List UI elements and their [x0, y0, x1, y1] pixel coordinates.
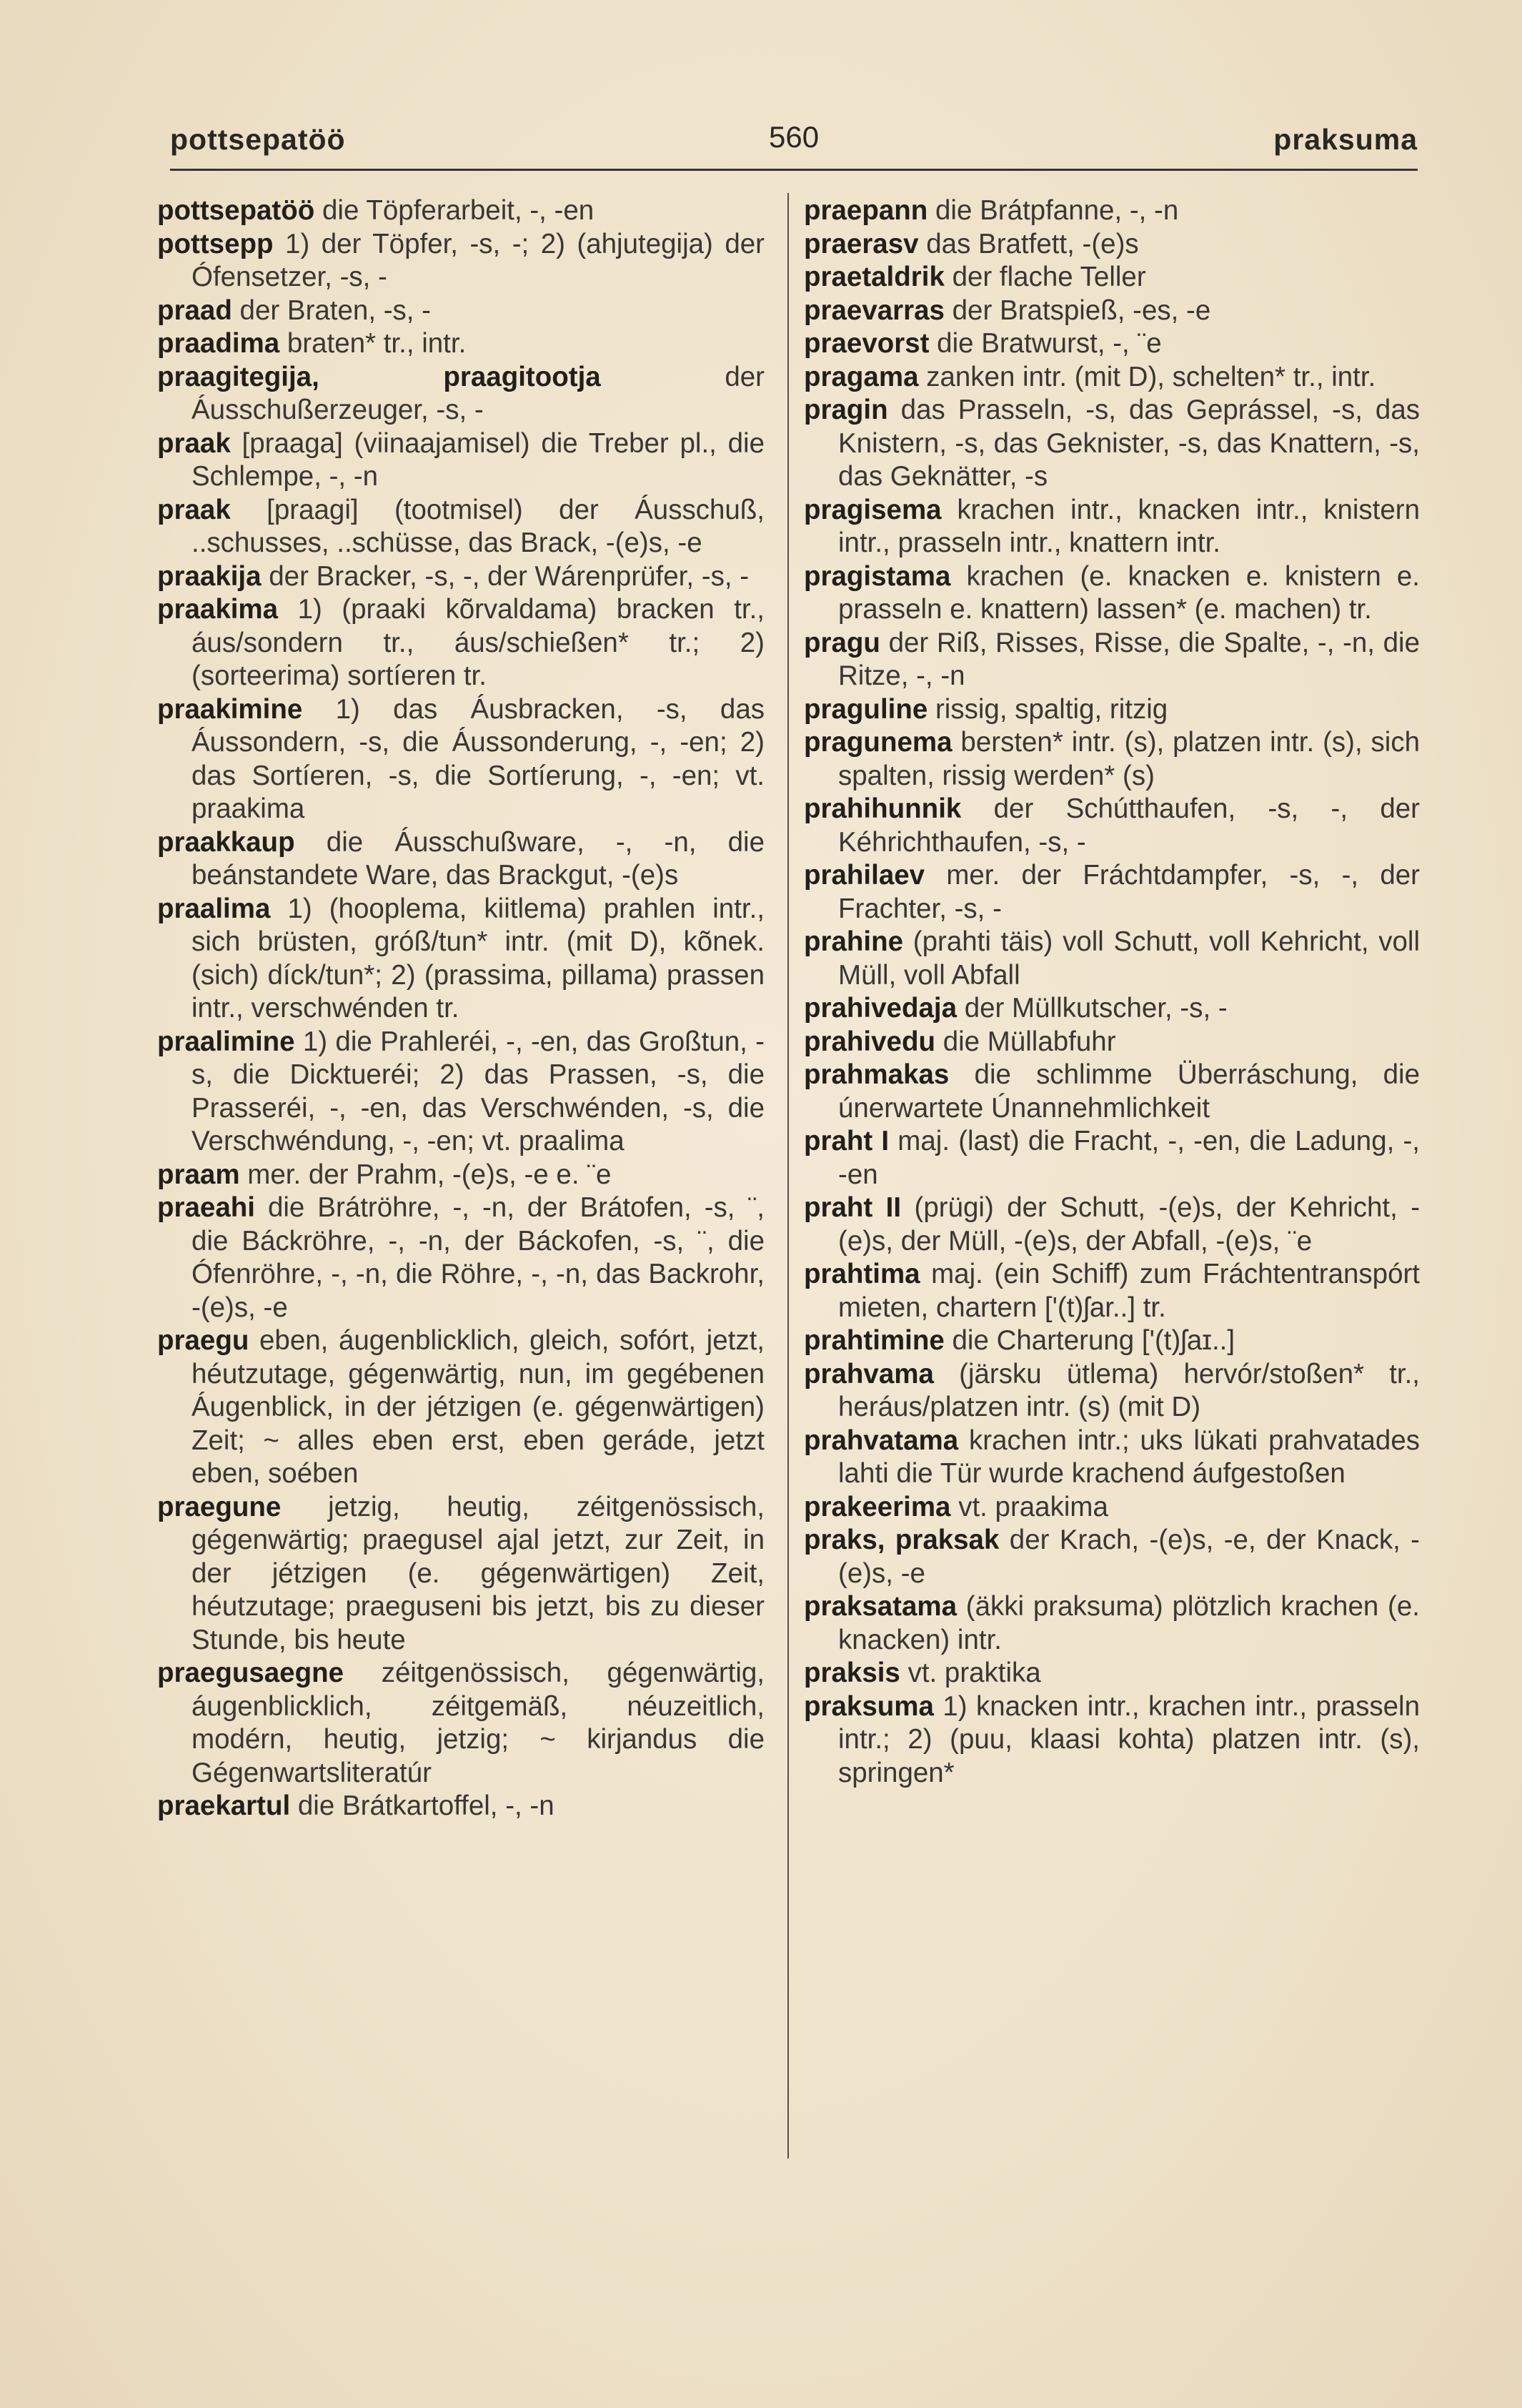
dictionary-entry: [804, 1491, 1420, 1525]
dictionary-entry: [804, 560, 1420, 627]
dictionary-entry: [157, 427, 765, 494]
entry-headword: praak: [157, 427, 231, 459]
entry-headword: praakkaup: [157, 826, 295, 858]
entry-definition: braten* tr., intr.: [287, 328, 467, 359]
dictionary-entry: [804, 1524, 1420, 1590]
dictionary-entry: [157, 1491, 765, 1658]
entry-headword: prahvama: [804, 1358, 934, 1389]
dictionary-entry: [157, 893, 765, 1026]
entry-definition: maj. (last) die Fracht, -, -en, die Ladung, -, -en: [838, 1126, 1420, 1190]
entry-headword: prahmakas: [804, 1059, 950, 1090]
entry-definition: 1) das Áusbracken, -s, das Áussondern, -s, die Áussonderung, -, -en; 2) das Sortíeren, -s, die Sortíerung, -, -en; vt. praakima: [192, 693, 765, 824]
entry-definition: 1) (hooplema, kiitlema) prahlen intr., sich brüsten, gróß/tun* intr. (mit D), kõnek. (sich) díck/tun*; 2) (prassima, pillama) prassen intr., verschwénden tr.: [192, 893, 765, 1024]
entry-headword: pottsepp: [157, 228, 274, 259]
dictionary-entry: [804, 327, 1420, 361]
dictionary-entry: [804, 194, 1420, 228]
entry-headword: praegu: [157, 1325, 249, 1356]
entry-definition: der Bracker, -s, -, der Wárenprüfer, -s, -: [269, 560, 750, 592]
entry-headword: praadima: [157, 328, 280, 359]
entry-definition: der Bratspieß, -es, -e: [952, 294, 1211, 326]
dictionary-entry: [804, 1358, 1420, 1425]
entry-headword: praakima: [157, 594, 279, 625]
entry-headword: prahivedaja: [804, 993, 957, 1024]
entry-definition: der Müllkutscher, -s, -: [964, 993, 1228, 1024]
entry-definition: [praagi] (tootmisel) der Áusschuß, ..schusses, ..schüsse, das Brack, -(e)s, -e: [192, 494, 765, 558]
dictionary-entry: [157, 1324, 765, 1491]
entry-headword: pragistama: [804, 560, 951, 592]
entry-headword: praalimine: [157, 1026, 295, 1057]
entry-headword: praegusaegne: [157, 1658, 344, 1688]
dictionary-entry: [157, 593, 765, 693]
entry-definition: (äkki praksuma) plötzlich krachen (e. knacken) intr.: [838, 1591, 1420, 1655]
entry-definition: die Brátröhre, -, -n, der Brátofen, -s, ¨, die Báckröhre, -, -n, der Báckofen, -s, ¨, die Ófenröhre, -, -n, die Röhre, -, -n, das Backrohr, -(e)s, -e: [192, 1192, 765, 1323]
entry-definition: krachen intr.; uks lükati prahvatades lahti die Tür wurde krachend áufgestoßen: [838, 1425, 1420, 1489]
entry-headword: praakimine: [157, 693, 303, 725]
dictionary-entry: [804, 793, 1420, 859]
entry-definition: vt. praakima: [958, 1491, 1108, 1522]
entry-headword: praetaldrik: [804, 262, 945, 292]
entry-definition: mer. der Fráchtdampfer, -s, -, der Frachter, -s, -: [838, 860, 1420, 924]
dictionary-entry: [804, 228, 1420, 262]
dictionary-entry: [804, 726, 1420, 793]
dictionary-entry: [804, 261, 1420, 294]
dictionary-entry: [804, 992, 1420, 1026]
dictionary-entry: [157, 327, 765, 361]
entry-headword: praguline: [804, 693, 928, 725]
page-number: 560: [769, 120, 820, 154]
dictionary-entry: [157, 494, 765, 560]
entry-definition: eben, áugenblicklich, gleich, sofórt, jetzt, héutzutage, gégenwärtig, nun, im gegébenen Áugenblick, in der jétzigen (e. gégenwärtigen) Zeit; ~ alles eben erst, eben geráde, jetzt eben, soében: [192, 1325, 765, 1489]
dictionary-entry: [804, 693, 1420, 727]
entry-definition: 1) der Töpfer, -s, -; 2) (ahjutegija) der Ófensetzer, -s, -: [192, 228, 765, 292]
dictionary-entry: [804, 1425, 1420, 1491]
entry-headword: praalima: [157, 893, 271, 924]
dictionary-entry: [157, 1790, 765, 1823]
entry-headword: pragin: [804, 395, 888, 425]
entry-definition: der flache Teller: [952, 262, 1146, 292]
entry-headword: pragama: [804, 361, 919, 392]
dictionary-entry: [804, 1191, 1420, 1258]
entry-definition: mer. der Prahm, -(e)s, -e e. ¨e: [247, 1159, 612, 1190]
dictionary-entry: [157, 294, 765, 328]
entry-headword: prahihunnik: [804, 793, 962, 824]
entry-headword: pragisema: [804, 494, 942, 525]
entry-headword: prahilaev: [804, 860, 925, 891]
entry-definition: [praaga] (viinaajamisel) die Treber pl., die Schlempe, -, -n: [192, 427, 765, 492]
entry-headword: prahine: [804, 926, 904, 957]
entry-definition: rissig, spaltig, ritzig: [935, 693, 1168, 725]
entry-headword: praksatama: [804, 1591, 958, 1622]
entry-definition: (järsku ütlema) hervór/stoßen* tr., heráus/platzen intr. (s) (mit D): [838, 1358, 1421, 1422]
dictionary-entry: [804, 361, 1420, 395]
dictionary-entry: [804, 1258, 1420, 1324]
entry-headword: praam: [157, 1159, 240, 1190]
entry-definition: die Áusschußware, -, -n, die beánstandete Ware, das Brackgut, -(e)s: [192, 826, 765, 891]
entry-headword: prakeerima: [804, 1491, 951, 1522]
entry-definition: die Brátkartoffel, -, -n: [297, 1790, 554, 1821]
dictionary-entry: [157, 1026, 765, 1159]
entry-headword: praegune: [157, 1491, 282, 1522]
dictionary-entry: [804, 1324, 1420, 1358]
entry-headword: praht II: [804, 1192, 902, 1223]
entry-definition: zanken intr. (mit D), schelten* tr., intr.: [926, 361, 1376, 392]
dictionary-entry: [804, 926, 1420, 992]
page-header: [170, 114, 1418, 164]
dictionary-entry: [157, 194, 765, 228]
header-rule: [170, 169, 1418, 171]
entry-headword: praevarras: [804, 294, 945, 326]
entry-definition: der Áusschußerzeuger, -s, -: [192, 361, 765, 425]
dictionary-entry: [157, 1191, 765, 1324]
entry-headword: prahtima: [804, 1259, 920, 1289]
entry-definition: der Krach, -(e)s, -e, der Knack, -(e)s, -e: [838, 1525, 1420, 1589]
entry-definition: 1) (praaki kõrvaldama) bracken tr., áus/sondern tr., áus/schießen* tr.; 2) (sorteerima) sortíeren tr.: [192, 594, 765, 691]
dictionary-entry: [804, 627, 1420, 693]
dictionary-entry: [804, 1026, 1420, 1059]
entry-headword: praht I: [804, 1126, 890, 1156]
entry-definition: der Riß, Risses, Risse, die Spalte, -, -n, die Ritze, -, -n: [838, 627, 1420, 691]
entry-definition: bersten* intr. (s), platzen intr. (s), sich spalten, rissig werden* (s): [838, 727, 1420, 791]
right-column: [804, 194, 1420, 1790]
entry-definition: vt. praktika: [907, 1658, 1041, 1688]
left-guide-word: pottsepatöö: [170, 123, 346, 156]
dictionary-entry: [804, 1590, 1420, 1657]
dictionary-entry: [804, 1059, 1420, 1125]
entry-definition: (prahti täis) voll Schutt, voll Kehricht, voll Müll, voll Abfall: [838, 926, 1420, 991]
entry-headword: praagitegija, praagitootja: [157, 361, 601, 392]
dictionary-entry: [157, 826, 765, 893]
entry-headword: praks, praksak: [804, 1525, 1000, 1555]
entry-definition: das Bratfett, -(e)s: [926, 228, 1139, 259]
column-divider: [787, 193, 789, 2159]
dictionary-entry: [804, 494, 1420, 560]
entry-definition: krachen (e. knacken e. knistern e. prasseln e. knattern) lassen* (e. machen) tr.: [838, 560, 1420, 625]
entry-headword: praepann: [804, 195, 928, 226]
dictionary-entry: [804, 1690, 1420, 1790]
entry-definition: die Müllabfuhr: [942, 1026, 1116, 1057]
entry-definition: 1) knacken intr., krachen intr., prasseln intr.; 2) (puu, klaasi kohta) platzen intr. (s), springen*: [838, 1690, 1421, 1788]
entry-headword: praekartul: [157, 1790, 291, 1821]
dictionary-entry: [804, 859, 1420, 926]
entry-definition: die Charterung [ʹ(t)ʃaɪ..]: [952, 1325, 1235, 1356]
dictionary-entry: [804, 1657, 1420, 1690]
entry-definition: zéitgenössisch, gégenwärtig, áugenblicklich, zéitgemäß, néuzeitlich, modérn, heutig, jetzig; ~ kirjandus die Gégenwartsliteratúr: [192, 1658, 765, 1788]
entry-definition: das Prasseln, -s, das Geprássel, -s, das Knistern, -s, das Geknister, -s, das Knattern, -s, das Geknätter, -s: [838, 395, 1420, 492]
dictionary-entry: [157, 1657, 765, 1790]
entry-definition: jetzig, heutig, zéitgenössisch, gégenwärtig; praegusel ajal jetzt, zur Zeit, in der jétzigen (e. gégenwärtigen) Zeit, héutzutage; praeguseni bis jetzt, bis zu dieser Stunde, bis heute: [192, 1491, 765, 1655]
entry-headword: praad: [157, 294, 232, 326]
entry-headword: praakija: [157, 560, 262, 592]
entry-definition: maj. (ein Schiff) zum Fráchtentranspórt mieten, chartern [ʹ(t)ʃar..] tr.: [838, 1259, 1420, 1323]
dictionary-entry: [804, 394, 1420, 494]
dictionary-entry: [804, 1125, 1420, 1191]
dictionary-entry: [157, 560, 765, 594]
entry-definition: 1) die Prahleréi, -, -en, das Großtun, -s, die Dicktueréi; 2) das Prassen, -s, die Prasseréi, -, -en, das Verschwénden, -s, die Verschwéndung, -, -en; vt. praalima: [192, 1026, 765, 1156]
entry-headword: praak: [157, 494, 231, 525]
dictionary-entry: [157, 228, 765, 294]
entry-headword: pottsepatöö: [157, 195, 315, 226]
entry-headword: prahtimine: [804, 1325, 945, 1356]
entry-definition: die Töpferarbeit, -, -en: [322, 195, 595, 226]
entry-definition: (prügi) der Schutt, -(e)s, der Kehricht, -(e)s, der Müll, -(e)s, der Abfall, -(e)s, ¨e: [838, 1192, 1421, 1257]
entry-definition: die Bratwurst, -, ¨e: [937, 328, 1162, 359]
entry-headword: praksis: [804, 1658, 900, 1688]
entry-definition: die schlimme Überráschung, die únerwartete Únannehmlichkeit: [838, 1059, 1420, 1124]
dictionary-entry: [157, 361, 765, 427]
entry-headword: prahvatama: [804, 1425, 959, 1456]
dictionary-entry: [157, 1159, 765, 1192]
entry-definition: der Schútthaufen, -s, -, der Kéhrichthaufen, -s, -: [838, 793, 1420, 858]
entry-headword: prahivedu: [804, 1026, 935, 1057]
entry-headword: praevorst: [804, 328, 930, 359]
entry-headword: praeahi: [157, 1192, 255, 1223]
dictionary-entry: [804, 294, 1420, 328]
dictionary-entry: [157, 693, 765, 826]
entry-headword: pragunema: [804, 727, 953, 758]
entry-definition: krachen intr., knacken intr., knistern intr., prasseln intr., knattern intr.: [838, 494, 1420, 558]
entry-headword: pragu: [804, 627, 880, 658]
right-guide-word: praksuma: [1273, 123, 1418, 156]
entry-headword: praerasv: [804, 228, 919, 259]
entry-headword: praksuma: [804, 1690, 934, 1722]
left-column: [157, 194, 765, 1823]
entry-definition: die Brátpfanne, -, -n: [935, 195, 1179, 226]
entry-definition: der Braten, -s, -: [239, 294, 431, 326]
